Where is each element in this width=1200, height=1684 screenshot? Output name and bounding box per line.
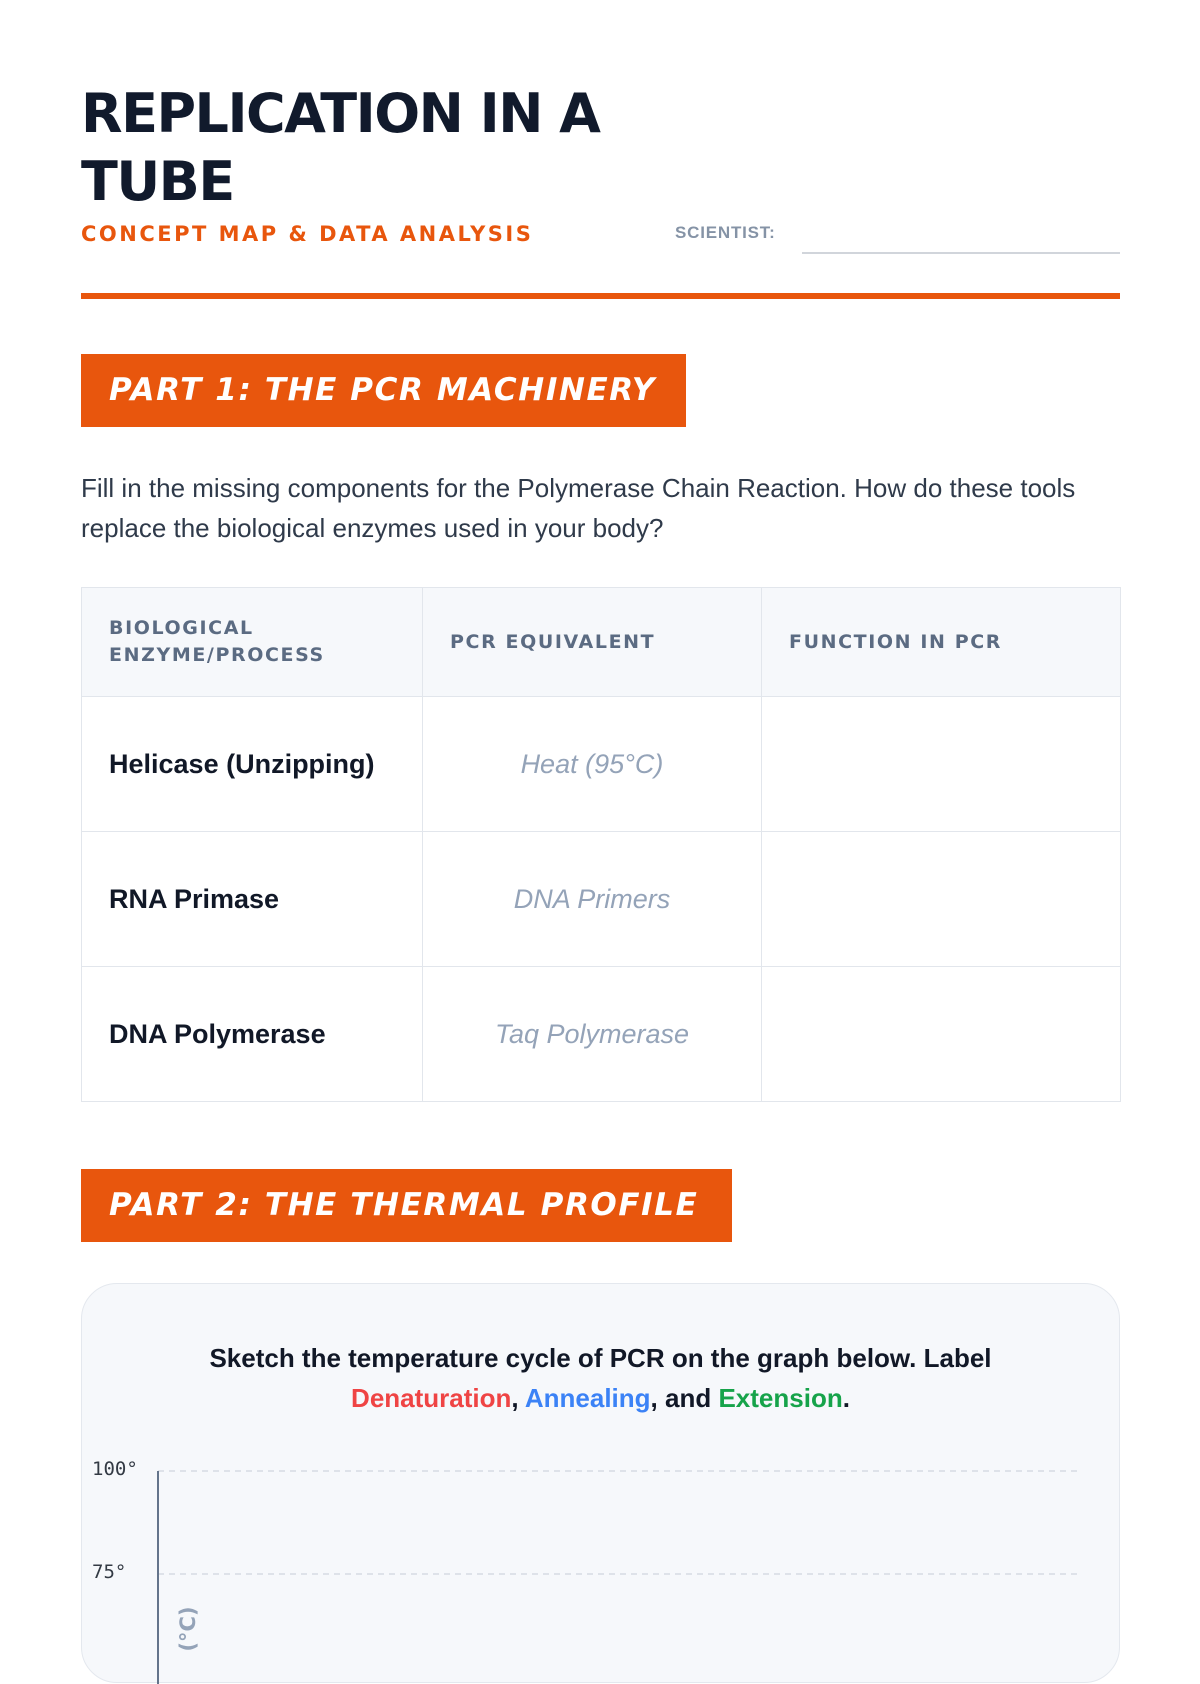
function-answer-cell[interactable] [762, 697, 1121, 832]
pcr-equivalent-cell: DNA Primers [423, 832, 762, 967]
table-row [82, 967, 1121, 1102]
thermal-profile-graph[interactable] [82, 1284, 1121, 1684]
column-header-function: FUNCTION IN PCR [762, 588, 1121, 697]
table-row [82, 832, 1121, 967]
scientist-label: SCIENTIST: [675, 223, 776, 242]
biological-cell: DNA Polymerase [82, 967, 423, 1102]
instr-suffix: . [842, 1383, 850, 1413]
biological-cell: Helicase (Unzipping) [82, 697, 423, 832]
column-header-biological: BIOLOGICAL ENZYME/PROCESS [82, 588, 423, 697]
instr-prefix: Sketch the temperature cycle of PCR on the graph below. Label [209, 1343, 992, 1373]
instr-sep-2: , and [650, 1383, 719, 1413]
scientist-name-field[interactable] [802, 252, 1120, 254]
pcr-equivalent-cell: Taq Polymerase [423, 967, 762, 1102]
worksheet-page [81, 0, 1120, 1652]
y-tick-label: 75° [92, 1561, 127, 1583]
label-annealing: Annealing [524, 1383, 651, 1413]
column-header-pcr-equivalent: PCR EQUIVALENT [423, 588, 762, 697]
table-header-row [82, 588, 1121, 697]
part1-intro: Fill in the missing components for the Polymerase Chain Reaction. How do these tools replace the biological enzymes used in your body? [81, 473, 1076, 543]
pcr-equivalent-cell: Heat (95°C) [423, 697, 762, 832]
header-divider [81, 293, 1120, 299]
part1-banner: PART 1: THE PCR MACHINERY [81, 354, 686, 427]
label-denaturation: Denaturation [351, 1383, 512, 1413]
y-axis-label: (°C) [176, 1606, 200, 1652]
part2-banner: PART 2: THE THERMAL PROFILE [81, 1169, 732, 1242]
page-title: REPLICATION IN A TUBE [81, 82, 600, 213]
function-answer-cell[interactable] [762, 967, 1121, 1102]
page-subtitle: CONCEPT MAP & DATA ANALYSIS [81, 222, 534, 246]
instr-sep-1: , [511, 1383, 525, 1413]
function-answer-cell[interactable] [762, 832, 1121, 967]
biological-cell: RNA Primase [82, 832, 423, 967]
pcr-machinery-table [81, 587, 1121, 1102]
table-row [82, 697, 1121, 832]
graph-grid [92, 1458, 1082, 1583]
y-tick-label: 100° [92, 1458, 138, 1480]
label-extension: Extension [718, 1383, 843, 1413]
thermal-profile-panel [81, 1283, 1120, 1683]
